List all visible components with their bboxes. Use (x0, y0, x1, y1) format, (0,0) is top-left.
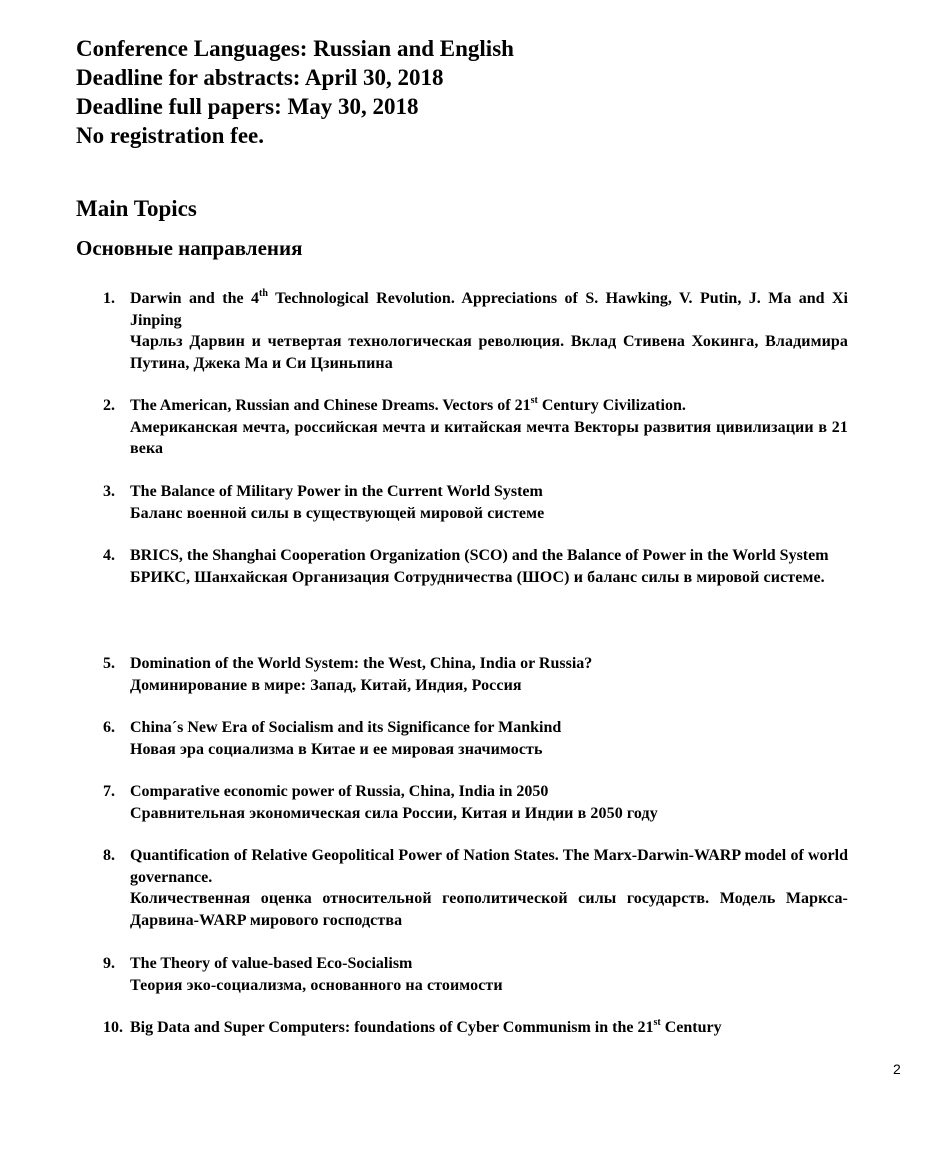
topic-title-ru: Баланс военной силы в существующей мировой системе (130, 504, 545, 522)
topic-title-en: China´s New Era of Socialism and its Significance for Mankind (130, 719, 562, 736)
topic-title-en: The Theory of value-based Eco-Socialism (130, 955, 413, 972)
topic-title-en: Big Data and Super Computers: foundations of Cyber Communism in the 21st Century (130, 1016, 722, 1036)
main-topics-heading: Main Topics (76, 196, 197, 221)
topic-number: 7. (103, 783, 115, 800)
topic-number: 1. (103, 290, 115, 307)
topic-title-en: The American, Russian and Chinese Dreams. Vectors of 21st Century Civilization. (130, 394, 686, 414)
topic-number: 3. (103, 483, 115, 500)
topic-title-en: The Balance of Military Power in the Current World System (130, 483, 543, 500)
topic-number: 2. (103, 397, 115, 414)
topic-title-ru: Сравнительная экономическая сила России, Китая и Индии в 2050 году (130, 804, 658, 822)
main-topics-heading-ru: Основные направления (76, 236, 303, 260)
conference-info (76, 34, 514, 150)
papers-deadline: Deadline full papers: May 30, 2018 (76, 94, 419, 119)
topic-title-ru: Теория эко-социализма, основанного на стоимости (130, 976, 503, 994)
topic-item (103, 653, 848, 696)
abstracts-deadline: Deadline for abstracts: April 30, 2018 (76, 65, 444, 90)
topic-item (103, 1017, 863, 1039)
topic-title-en: Comparative economic power of Russia, China, India in 2050 (130, 783, 549, 800)
topic-item (103, 395, 848, 460)
topic-item (103, 288, 848, 374)
topic-title-en: BRICS, the Shanghai Cooperation Organization (SCO) and the Balance of Power in the World System (130, 547, 829, 564)
topic-number: 8. (103, 847, 115, 864)
topic-title-en: Quantification of Relative Geopolitical Power of Nation States. The Marx-Darwin-WARP model of world governance. (130, 847, 848, 886)
topic-number: 4. (103, 547, 115, 564)
topic-title-ru: Количественная оценка относительной геополитической силы государств. Модель Маркса-Дарвина-WARP мирового господства (130, 890, 848, 929)
page-number: 2 (893, 1061, 901, 1077)
topic-title-en: Domination of the World System: the West, China, India or Russia? (130, 655, 593, 672)
topic-number: 5. (103, 655, 115, 672)
topic-item (103, 781, 848, 824)
topic-item (103, 481, 848, 524)
topic-title-ru: Американская мечта, российская мечта и китайская мечта Векторы развития цивилизации в 21 века (130, 418, 848, 457)
topic-item (103, 717, 848, 760)
topic-title-ru: Чарльз Дарвин и четвертая технологическая революция. Вклад Стивена Хокинга, Владимира Путина, Джека Ма и Си Цзиньпина (130, 333, 848, 372)
registration-fee: No registration fee. (76, 123, 264, 148)
topic-item (103, 545, 848, 588)
topic-title-ru: Доминирование в мире: Запад, Китай, Индия, Россия (130, 676, 522, 694)
topic-title-en: Darwin and the 4th Technological Revolution. Appreciations of S. Hawking, V. Putin, J. Ma and Xi Jinping (130, 287, 848, 329)
topic-number: 6. (103, 719, 115, 736)
topic-item (103, 953, 848, 996)
topic-title-ru: БРИКС, Шанхайская Организация Сотрудничества (ШОС) и баланс силы в мировой системе. (130, 568, 825, 586)
conference-languages: Conference Languages: Russian and English (76, 36, 514, 61)
topic-number: 9. (103, 955, 115, 972)
topic-title-ru: Новая эра социализма в Китае и ее мировая значимость (130, 740, 543, 758)
topic-item (103, 845, 848, 931)
topic-number: 10. (103, 1019, 123, 1036)
